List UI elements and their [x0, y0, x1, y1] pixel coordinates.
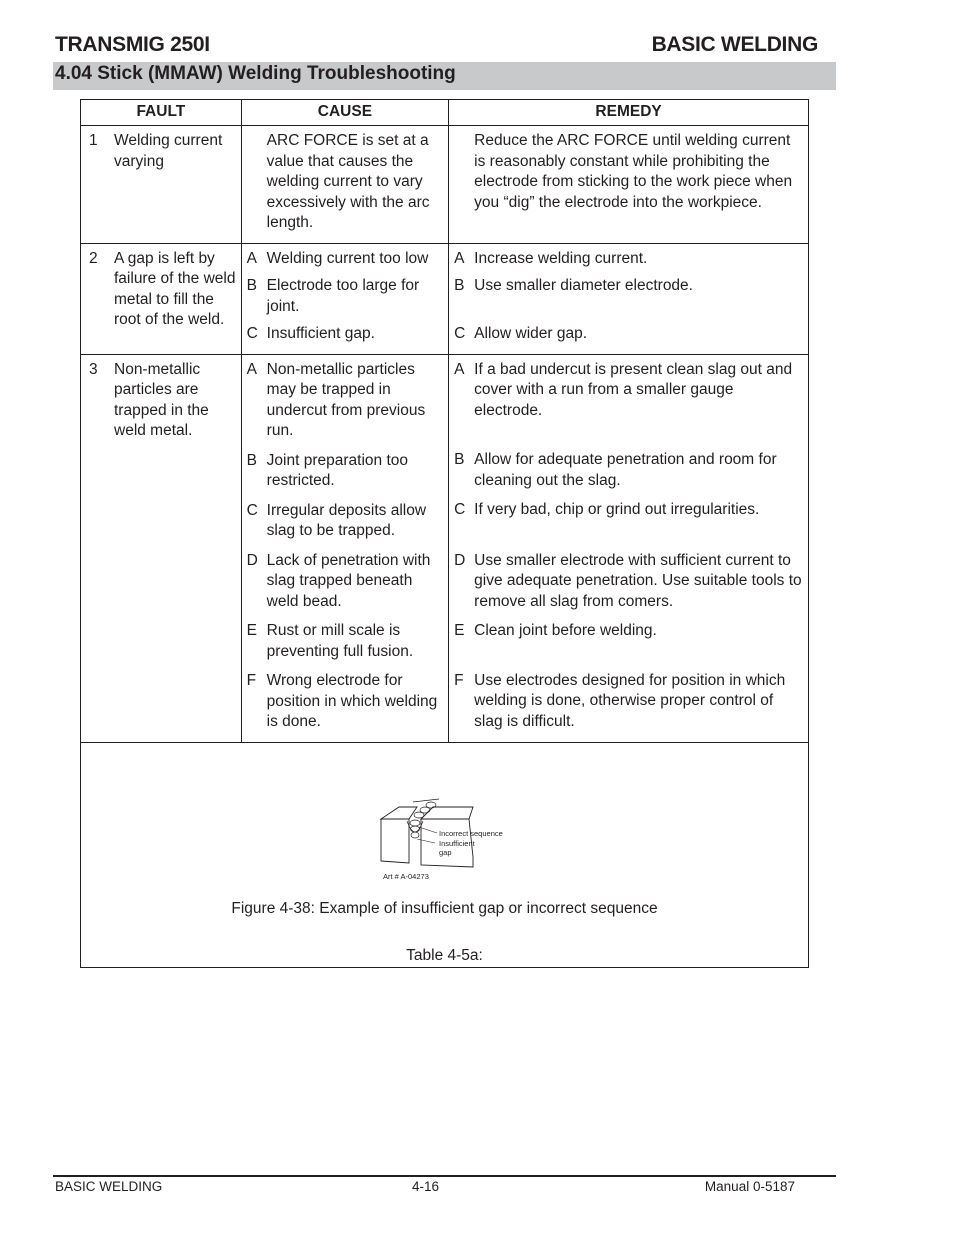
item-letter: D: [246, 551, 258, 569]
item-letter: F: [246, 672, 257, 689]
item-letter: C: [246, 501, 258, 519]
table-header-row: [81, 100, 809, 126]
item-letter: B: [246, 451, 258, 469]
item-text: Clean joint before welding.: [474, 622, 657, 639]
cause-text: ARC FORCE is set at a value that causes the welding current to vary excessively with the arc length.: [266, 132, 430, 231]
remedy-item: [454, 551, 803, 613]
item-letter: A: [454, 249, 465, 267]
table-row: [81, 354, 809, 742]
item-text: Use electrodes designed for position in which welding is done, otherwise proper control of slag is difficult.: [474, 671, 786, 730]
item-letter: D: [454, 551, 466, 569]
item-letter: B: [454, 451, 465, 468]
document-title: TRANSMIG 250I: [55, 33, 210, 56]
figure-row: [81, 742, 809, 967]
remedy-item: [454, 450, 803, 491]
item-letter: F: [454, 671, 464, 689]
item-letter: B: [246, 277, 258, 294]
item-text: Non-metallic particles may be trapped in undercut from previous run.: [266, 360, 426, 439]
item-text: Use smaller diameter electrode.: [474, 277, 693, 294]
item-letter: B: [454, 277, 465, 294]
chapter-title: BASIC WELDING: [651, 33, 818, 56]
plate-top-left: [381, 807, 417, 819]
cause-item: [247, 249, 444, 270]
leader-line-sequence: [419, 827, 437, 833]
art-number: Art # A-04273: [383, 871, 429, 881]
cause-cell: [241, 354, 449, 742]
remedy-item: [454, 249, 803, 270]
remedy-cell: [449, 243, 809, 354]
label-gap: gap: [439, 847, 452, 857]
item-text: Rust or mill scale is preventing full fusion.: [266, 622, 414, 660]
item-letter: C: [454, 501, 466, 518]
cause-item: [247, 671, 444, 733]
footer-manual-number: Manual 0-5187: [704, 1179, 795, 1194]
cause-item: [247, 451, 444, 492]
fault-text: Non-metallic particles are trapped in the weld metal.: [114, 360, 209, 439]
section-heading-bar: [53, 62, 836, 90]
cause-cell: [241, 243, 449, 354]
cause-item: [247, 360, 444, 442]
remedy-item: [454, 276, 803, 297]
column-header-remedy: REMEDY: [449, 100, 809, 126]
cause-item: [247, 324, 444, 345]
label-incorrect-sequence: Incorrect sequence: [439, 828, 503, 838]
remedy-item: [454, 324, 803, 345]
fault-cell: [81, 126, 242, 244]
fault-cell: [81, 243, 242, 354]
item-letter: C: [246, 325, 258, 342]
table-caption: Table 4-5a:: [406, 947, 483, 964]
fault-text: Welding current varying: [114, 132, 223, 170]
column-header-fault: FAULT: [81, 100, 242, 126]
figure-caption: Figure 4-38: Example of insufficient gap or incorrect sequence: [231, 899, 658, 917]
section-title: 4.04 Stick (MMAW) Welding Troubleshooting: [55, 63, 456, 84]
fault-number: 1: [89, 132, 98, 149]
fault-cell: [81, 354, 242, 742]
figure-cell: [81, 742, 809, 967]
item-text: Electrode too large for joint.: [266, 277, 420, 315]
item-text: Allow wider gap.: [474, 324, 588, 342]
item-text: Insufficient gap.: [266, 325, 375, 342]
item-letter: E: [246, 622, 258, 639]
fault-number: 3: [89, 360, 98, 378]
label-insufficient: Insufficient: [439, 838, 475, 848]
remedy-item: [454, 360, 803, 422]
item-letter: A: [246, 360, 258, 378]
item-text: If very bad, chip or grind out irregularities.: [474, 501, 760, 518]
troubleshooting-table: [80, 99, 809, 968]
plate-front-left: [381, 819, 409, 863]
item-text: Allow for adequate penetration and room for cleaning out the slag.: [474, 451, 777, 489]
footer-chapter: BASIC WELDING: [55, 1179, 163, 1194]
item-letter: E: [454, 622, 465, 639]
item-text: Welding current too low: [266, 249, 429, 267]
remedy-cell: [449, 126, 809, 244]
fault-number: 2: [89, 249, 98, 267]
item-text: Joint preparation too restricted.: [266, 451, 408, 489]
plate-top-right: [421, 807, 473, 819]
item-text: Wrong electrode for position in which welding is done.: [266, 672, 438, 730]
fault-text: A gap is left by failure of the weld metal to fill the root of the weld.: [114, 249, 236, 328]
cause-item: [247, 501, 444, 542]
remedy-cell: [449, 354, 809, 742]
cause-item: [247, 276, 444, 317]
item-text: Irregular deposits allow slag to be trapped.: [266, 501, 427, 539]
remedy-text: Reduce the ARC FORCE until welding current is reasonably constant while prohibiting the electrode from sticking to the work piece when you “dig” the electrode into the workpiece.: [474, 132, 793, 211]
table-row: [81, 126, 809, 244]
cause-cell: [241, 126, 449, 244]
cause-item: [247, 551, 444, 613]
item-letter: C: [454, 324, 466, 342]
item-text: Increase welding current.: [474, 249, 648, 267]
column-header-cause: CAUSE: [241, 100, 449, 126]
footer-divider: [53, 1175, 836, 1177]
remedy-item: [454, 500, 803, 521]
item-text: Use smaller electrode with sufficient current to give adequate penetration. Use suitable tools to remove all slag from comers.: [474, 551, 802, 610]
item-text: If a bad undercut is present clean slag out and cover with a run from a smaller gauge electrode.: [474, 360, 793, 419]
leader-line-gap: [417, 839, 435, 843]
footer-page-number: 4-16: [412, 1179, 440, 1194]
table-row: [81, 243, 809, 354]
item-letter: A: [246, 249, 258, 267]
remedy-item: [454, 671, 803, 733]
item-text: Lack of penetration with slag trapped beneath weld bead.: [266, 551, 431, 610]
remedy-item: [454, 621, 803, 642]
cause-item: [247, 621, 444, 662]
weld-joint-illustration: [377, 797, 517, 887]
item-letter: A: [454, 360, 465, 378]
